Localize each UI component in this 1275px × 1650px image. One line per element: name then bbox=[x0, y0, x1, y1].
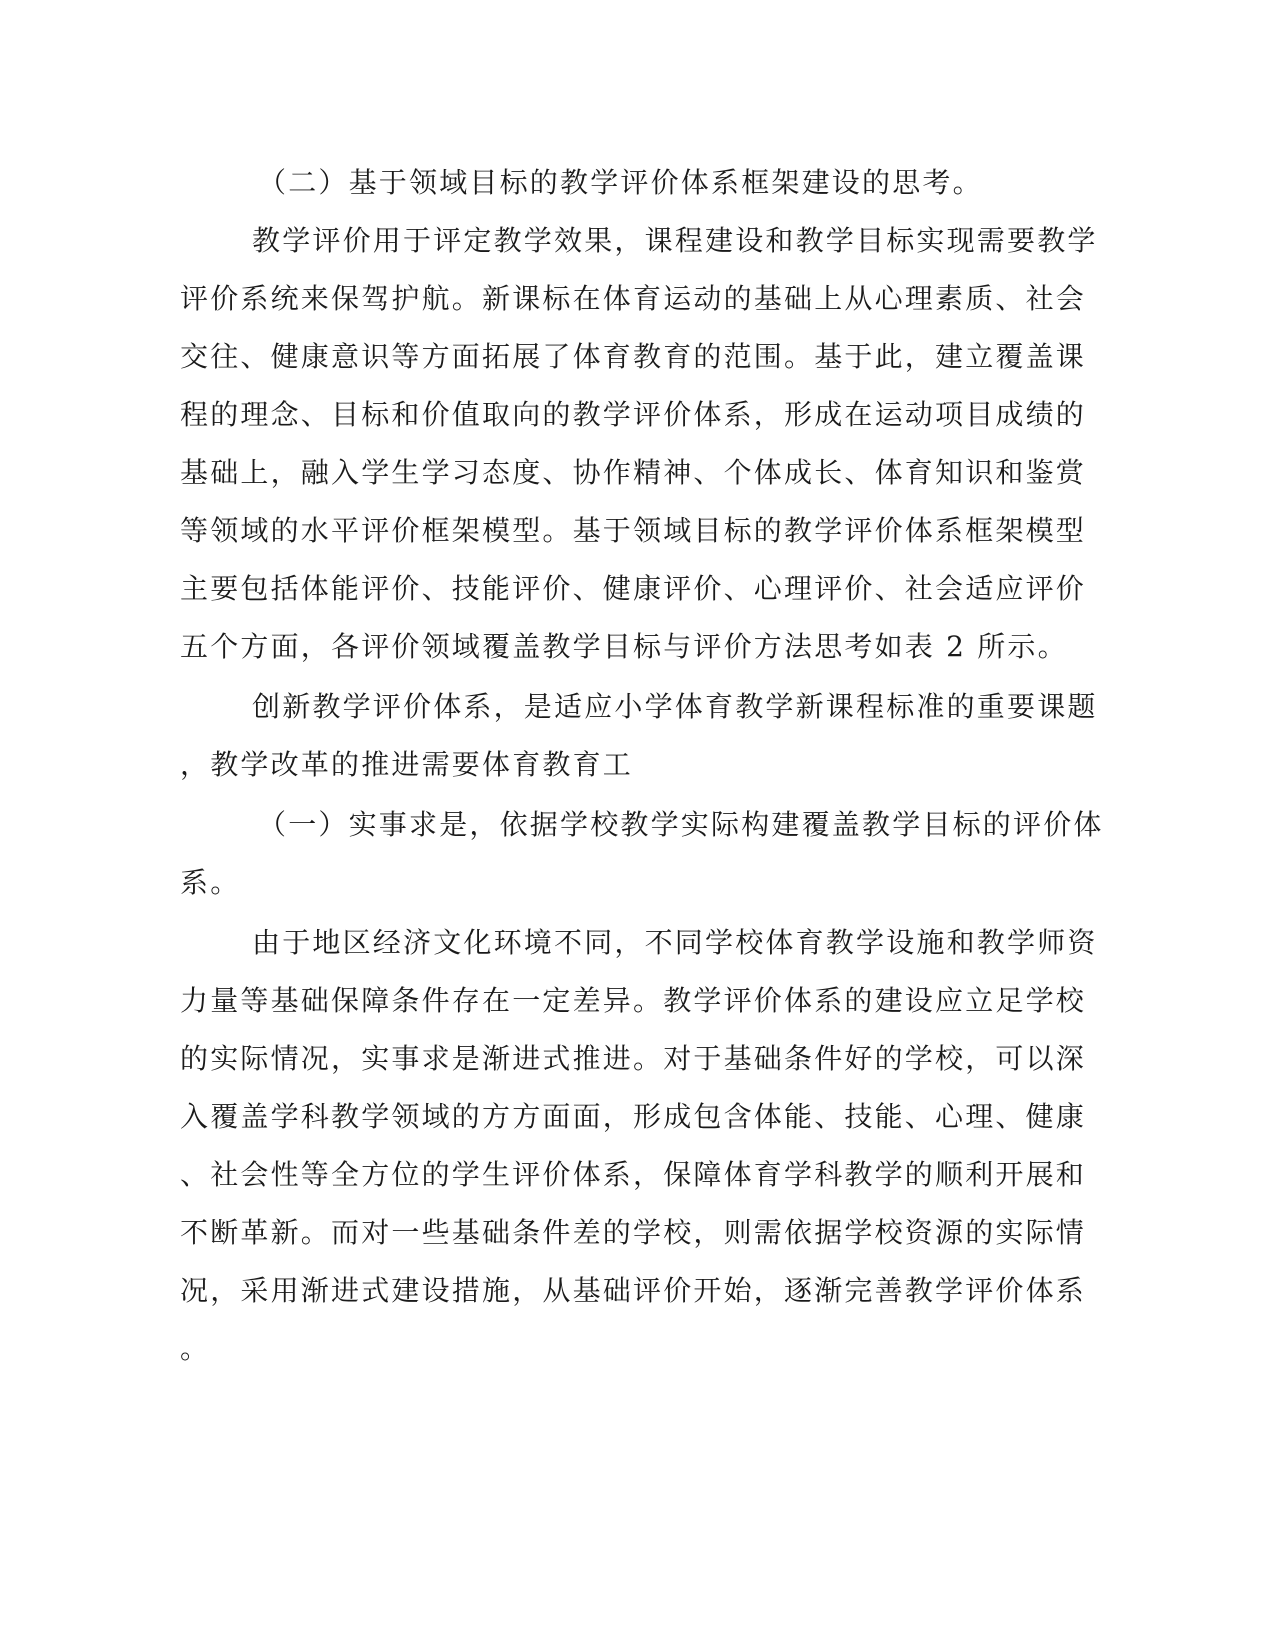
paragraph-line: 等领域的水平评价框架模型。基于领域目标的教学评价体系框架模型 bbox=[180, 514, 1087, 547]
paragraph-line: 力量等基础保障条件存在一定差异。教学评价体系的建设应立足学校 bbox=[180, 984, 1087, 1017]
paragraph-line: 程的理念、目标和价值取向的教学评价体系，形成在运动项目成绩的 bbox=[180, 398, 1087, 431]
paragraph-line: 教学评价用于评定教学效果，课程建设和教学目标实现需要教学 bbox=[252, 224, 1098, 257]
paragraph-line: 主要包括体能评价、技能评价、健康评价、心理评价、社会适应评价 bbox=[180, 572, 1087, 605]
paragraph-line: 不断革新。而对一些基础条件差的学校，则需依据学校资源的实际情 bbox=[180, 1216, 1087, 1249]
paragraph-line: 、社会性等全方位的学生评价体系，保障体育学科教学的顺利开展和 bbox=[180, 1158, 1087, 1191]
paragraph-line: 的实际情况，实事求是渐进式推进。对于基础条件好的学校，可以深 bbox=[180, 1042, 1087, 1075]
paragraph-line: 五个方面，各评价领域覆盖教学目标与评价方法思考如表 2 所示。 bbox=[180, 630, 1068, 663]
paragraph-line: 基础上，融入学生学习态度、协作精神、个体成长、体育知识和鉴赏 bbox=[180, 456, 1087, 489]
section-heading-1: （一）实事求是，依据学校教学实际构建覆盖教学目标的评价体 bbox=[258, 808, 1104, 841]
paragraph-line: 交往、健康意识等方面拓展了体育教育的范围。基于此，建立覆盖课 bbox=[180, 340, 1087, 373]
paragraph-line: 评价系统来保驾护航。新课标在体育运动的基础上从心理素质、社会 bbox=[180, 282, 1087, 315]
paragraph-line: 创新教学评价体系，是适应小学体育教学新课程标准的重要课题 bbox=[252, 690, 1098, 723]
paragraph-line: ，教学改革的推进需要体育教育工 bbox=[180, 748, 634, 781]
section-heading-1-continued: 系。 bbox=[180, 866, 241, 899]
section-heading-2: （二）基于领域目标的教学评价体系框架建设的思考。 bbox=[258, 166, 983, 199]
paragraph-line: 由于地区经济文化环境不同，不同学校体育教学设施和教学师资 bbox=[252, 926, 1098, 959]
paragraph-line: 。 bbox=[180, 1332, 211, 1365]
paragraph-line: 入覆盖学科教学领域的方方面面，形成包含体能、技能、心理、健康 bbox=[180, 1100, 1087, 1133]
paragraph-line: 况，采用渐进式建设措施，从基础评价开始，逐渐完善教学评价体系 bbox=[180, 1274, 1087, 1307]
